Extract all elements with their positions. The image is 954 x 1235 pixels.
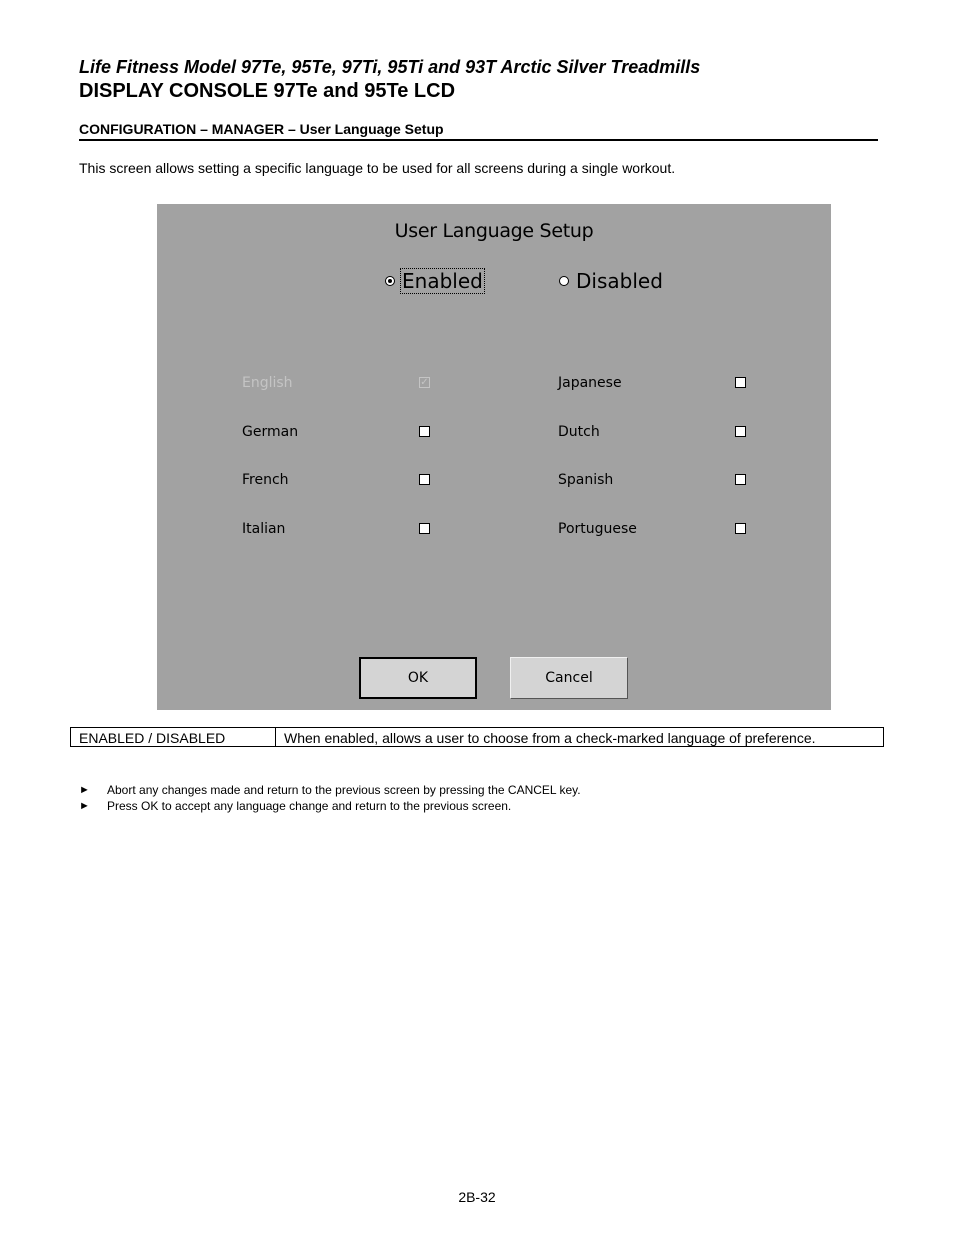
screen-title: User Language Setup: [394, 220, 594, 242]
language-label-french: French: [242, 472, 289, 488]
language-checkbox-german[interactable]: [419, 426, 430, 437]
language-label-japanese: Japanese: [558, 375, 622, 391]
language-checkbox-japanese[interactable]: [735, 377, 746, 388]
disabled-radio-label: Disabled: [576, 269, 663, 293]
language-label-spanish: Spanish: [558, 472, 614, 488]
language-checkbox-italian[interactable]: [419, 523, 430, 534]
list-item: [79, 798, 581, 814]
cancel-button[interactable]: Cancel: [510, 657, 628, 699]
disabled-radio[interactable]: [559, 268, 664, 294]
language-label-german: German: [242, 424, 299, 440]
language-label-portuguese: Portuguese: [558, 521, 637, 537]
enabled-radio[interactable]: [385, 268, 484, 294]
radio-unselected-icon: [559, 276, 569, 286]
list-item-text: Press OK to accept any language change and return to the previous screen.: [107, 799, 512, 813]
section-heading: CONFIGURATION – MANAGER – User Language Setup: [79, 121, 878, 141]
lcd-screen: [157, 204, 831, 710]
language-checkbox-portuguese[interactable]: [735, 523, 746, 534]
radio-selected-icon: [385, 276, 395, 286]
instruction-list: [79, 782, 581, 814]
bullet-arrow-icon: ►: [79, 784, 90, 796]
table-value-cell: When enabled, allows a user to choose from a check-marked language of preference.: [276, 728, 884, 747]
list-item: [79, 782, 581, 798]
intro-paragraph: This screen allows setting a specific language to be used for all screens during a single workout.: [79, 160, 676, 176]
page-number: 2B-32: [458, 1189, 496, 1205]
enabled-radio-label: Enabled: [402, 269, 483, 293]
list-item-text: Abort any changes made and return to the previous screen by pressing the CANCEL key.: [107, 783, 581, 797]
bullet-arrow-icon: ►: [79, 800, 90, 812]
language-label-italian: Italian: [242, 521, 286, 537]
document-subtitle: DISPLAY CONSOLE 97Te and 95Te LCD: [79, 80, 456, 102]
language-label-english: English: [242, 375, 293, 391]
table-row: [71, 728, 884, 747]
ok-button[interactable]: OK: [359, 657, 477, 699]
document-title: Life Fitness Model 97Te, 95Te, 97Ti, 95Ti and 93T Arctic Silver Treadmills: [79, 57, 701, 77]
language-checkbox-dutch[interactable]: [735, 426, 746, 437]
language-checkbox-french[interactable]: [419, 474, 430, 485]
language-label-dutch: Dutch: [558, 424, 600, 440]
table-key-cell: ENABLED / DISABLED: [71, 728, 276, 747]
description-table: [70, 727, 884, 747]
language-checkbox-english: ✓: [420, 377, 429, 388]
language-checkbox-spanish[interactable]: [735, 474, 746, 485]
